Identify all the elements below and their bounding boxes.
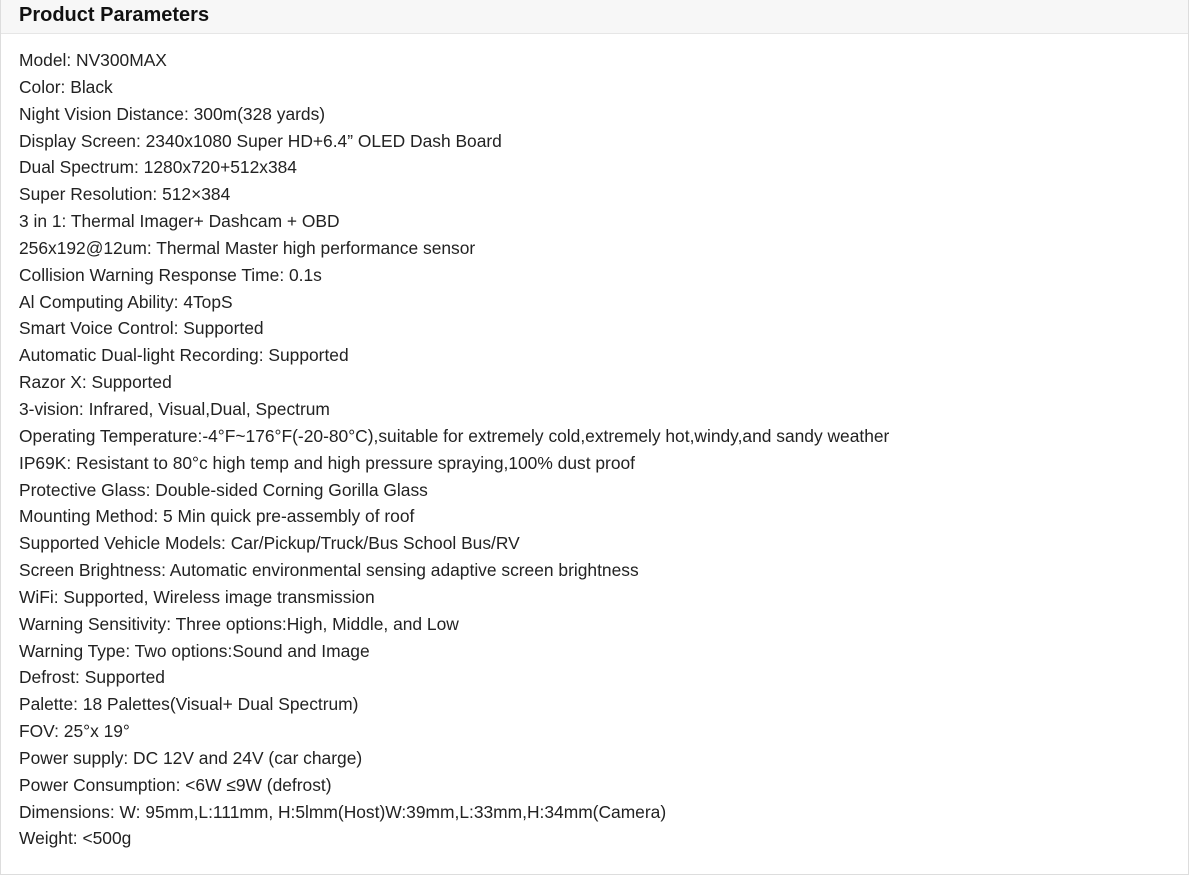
parameter-item: Defrost: Supported xyxy=(19,667,165,688)
parameter-item: Smart Voice Control: Supported xyxy=(19,318,264,339)
parameter-item: Warning Type: Two options:Sound and Image xyxy=(19,640,370,661)
parameter-item: WiFi: Supported, Wireless image transmission xyxy=(19,586,375,607)
parameter-item: Al Computing Ability: 4TopS xyxy=(19,291,233,312)
parameter-item: Screen Brightness: Automatic environmental sensing adaptive screen brightness xyxy=(19,560,639,581)
panel-header xyxy=(1,0,1188,34)
panel-title: Product Parameters xyxy=(19,4,210,26)
parameter-item: Power Consumption: <6W ≤9W (defrost) xyxy=(19,774,332,795)
parameter-item: Weight: <500g xyxy=(19,828,132,849)
parameter-item: Power supply: DC 12V and 24V (car charge) xyxy=(19,747,363,768)
parameter-item: Collision Warning Response Time: 0.1s xyxy=(19,264,322,285)
parameter-item: 3-vision: Infrared, Visual,Dual, Spectrum xyxy=(19,398,330,419)
parameter-list xyxy=(19,47,889,852)
parameter-item: 256x192@12um: Thermal Master high performance sensor xyxy=(19,237,476,258)
parameter-item: Dual Spectrum: 1280x720+512x384 xyxy=(19,157,297,178)
parameter-item: 3 in 1: Thermal Imager+ Dashcam + OBD xyxy=(19,211,340,232)
parameter-item: Razor X: Supported xyxy=(19,372,172,393)
parameter-item: FOV: 25°x 19° xyxy=(19,721,130,742)
parameter-item: Night Vision Distance: 300m(328 yards) xyxy=(19,103,326,124)
parameter-item: Protective Glass: Double-sided Corning Gorilla Glass xyxy=(19,479,428,500)
parameter-item: Model: NV300MAX xyxy=(19,50,167,70)
parameter-item: Palette: 18 Palettes(Visual+ Dual Spectrum) xyxy=(19,694,359,715)
parameter-item: Dimensions: W: 95mm,L:111mm, H:5lmm(Host)W:39mm,L:33mm,H:34mm(Camera) xyxy=(19,801,667,822)
parameter-item: IP69K: Resistant to 80°c high temp and high pressure spraying,100% dust proof xyxy=(19,452,635,473)
parameter-item: Color: Black xyxy=(19,76,113,97)
parameter-item: Display Screen: 2340x1080 Super HD+6.4” OLED Dash Board xyxy=(19,130,502,151)
parameter-item: Super Resolution: 512×384 xyxy=(19,184,231,205)
parameter-item: Automatic Dual-light Recording: Supported xyxy=(19,345,349,366)
parameter-item: Supported Vehicle Models: Car/Pickup/Truck/Bus School Bus/RV xyxy=(19,533,520,554)
parameter-item: Warning Sensitivity: Three options:High, Middle, and Low xyxy=(19,613,459,634)
parameter-item: Operating Temperature:-4°F~176°F(-20-80°C),suitable for extremely cold,extremely hot,windy,and sandy weather xyxy=(19,425,890,446)
parameter-item: Mounting Method: 5 Min quick pre-assembly of roof xyxy=(19,506,415,527)
